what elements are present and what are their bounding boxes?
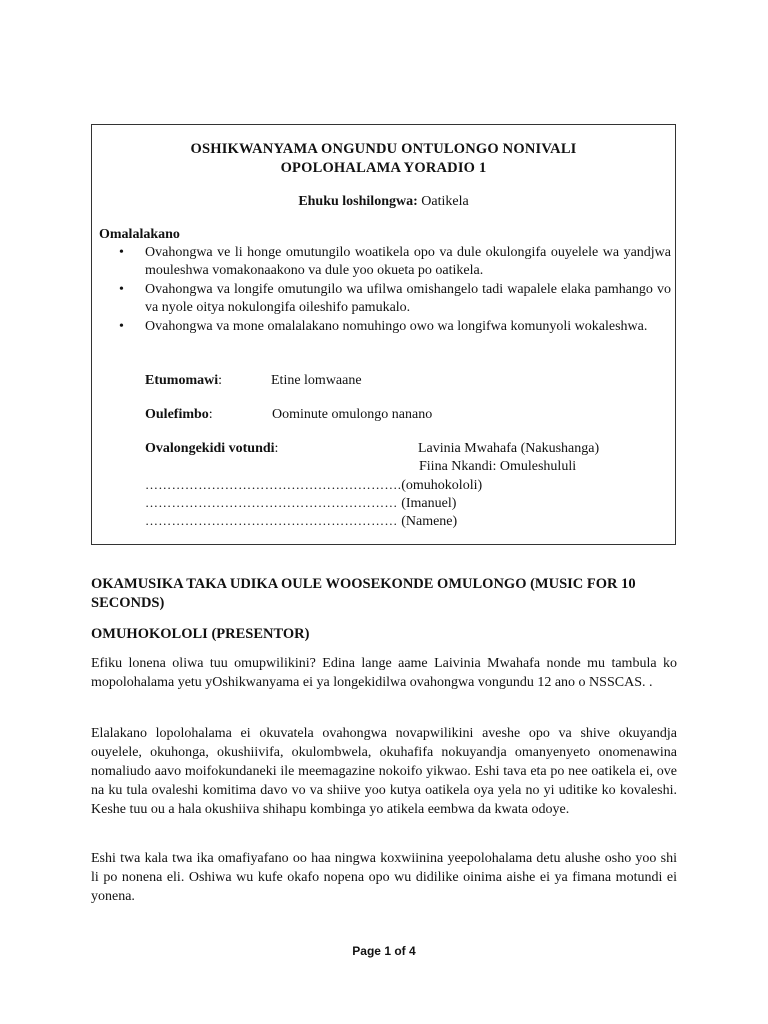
etumomawi-sep: :: [218, 373, 223, 388]
objectives-heading: Omalalakano: [99, 227, 180, 242]
page-footer: [0, 944, 768, 958]
presenters-sep: :: [274, 441, 279, 456]
subject-line: [92, 194, 675, 210]
blank-dots: ………………………………………………….: [145, 477, 402, 492]
page-word: Page: [352, 944, 385, 958]
presenter-1: Lavinia Mwahafa (Nakushanga): [418, 441, 600, 456]
blank-line-2: [145, 495, 456, 512]
presenter-2: Fiina Nkandi: Omuleshululi: [419, 459, 577, 474]
presenters-label-wrap: [145, 441, 278, 457]
paragraph-closing: Eshi twa kala twa ika omafiyafano oo haa ningwa koxwiinina yeepolohalama detu alushe osho yoo shi li po nonena eli. Oshiwa wu kufe okafo nopena opo wu didilike oinima aishe ei ya fimana motundi ei yonena.: [91, 851, 677, 904]
oulefimbo-label: Oulefimbo: [145, 407, 209, 422]
blank-dots: …………………………………………………: [145, 513, 398, 528]
etumomawi-value: Etine lomwaane: [271, 373, 362, 388]
page-total: 4: [409, 944, 416, 958]
blank-dots: …………………………………………………: [145, 495, 398, 510]
etumomawi-label-wrap: [145, 373, 222, 389]
subject-value: Oatikela: [417, 194, 469, 209]
presenters-label: Ovalongekidi votundi: [145, 441, 275, 456]
blank-role: (Namene): [397, 514, 458, 529]
blank-line-3: [145, 513, 457, 530]
presenter-heading: OMUHOKOLOLI (PRESENTOR): [91, 626, 310, 642]
paragraph-intro: Efiku lonena oliwa tuu omupwilikini? Edina lange aame Laivinia Mwahafa nonde mu tambula ko mopolohalama yetu yOshikwanyama ei ya longekidilwa ovahongwa vongundu 12 ano o NSSCAS. .: [91, 656, 677, 690]
objective-item: • Ovahongwa va mone omalalakano nomuhingo owo wa longifwa komunyoli wokaleshwa.: [119, 318, 671, 336]
oulefimbo-sep: :: [208, 407, 213, 422]
page-current: 1: [384, 944, 391, 958]
oulefimbo-label-wrap: [145, 407, 213, 423]
music-heading: OKAMUSIKA TAKA UDIKA OULE WOOSEKONDE OMULONGO (MUSIC FOR 10 SECONDS): [91, 576, 636, 611]
blank-line-1: [145, 477, 482, 494]
objective-item: • Ovahongwa ve li honge omutungilo woatikela opo va dule okulongifa ouyelele wa yandjwa mouleshwa vomakonaakono va dule yoo okueta po oatikela.: [119, 244, 671, 279]
objectives-list: [119, 244, 671, 338]
objective-item: • Ovahongwa va longife omutungilo wa ufilwa omishangelo tadi wapalele elaka pamhango vo va nyole oitya nokulongifa oileshifo pamukalo.: [119, 281, 671, 316]
oulefimbo-value: Oominute omulongo nanano: [272, 407, 433, 422]
document-title-line2: OPOLOHALAMA YORADIO 1: [280, 160, 487, 176]
etumomawi-label: Etumomawi: [145, 373, 219, 388]
of-word: of: [391, 944, 409, 958]
document-title-line1: OSHIKWANYAMA ONGUNDU ONTULONGO NONIVALI: [190, 141, 577, 157]
subject-label: Ehuku loshilongwa:: [298, 194, 418, 209]
blank-role: (omuhokololi): [401, 478, 483, 493]
paragraph-purpose: Elalakano lopolohalama ei okuvatela ovahongwa novapwilikini aveshe opo va shive okuyandja ouyelele, okuhonga, okushiivifa, okulombwela, okuhafifa nokuyandja omanyenyeto onomenawina nomaliudo aavo moifokundaneki ile meemagazine nokoifo yikwao. Eshi tava eta po nee oatikela ei, ove na ku tula ovaleshi komitima davo vo va shiive yoo kutya oatikela oya yela no yi uditike ko kovaleshi. Keshe tuu ou a hala okushiiva shihapu kombinga yo atikela eembwa da kwata odoye.: [91, 726, 677, 817]
blank-role: (Imanuel): [397, 496, 457, 511]
lesson-info-box: [91, 124, 676, 545]
